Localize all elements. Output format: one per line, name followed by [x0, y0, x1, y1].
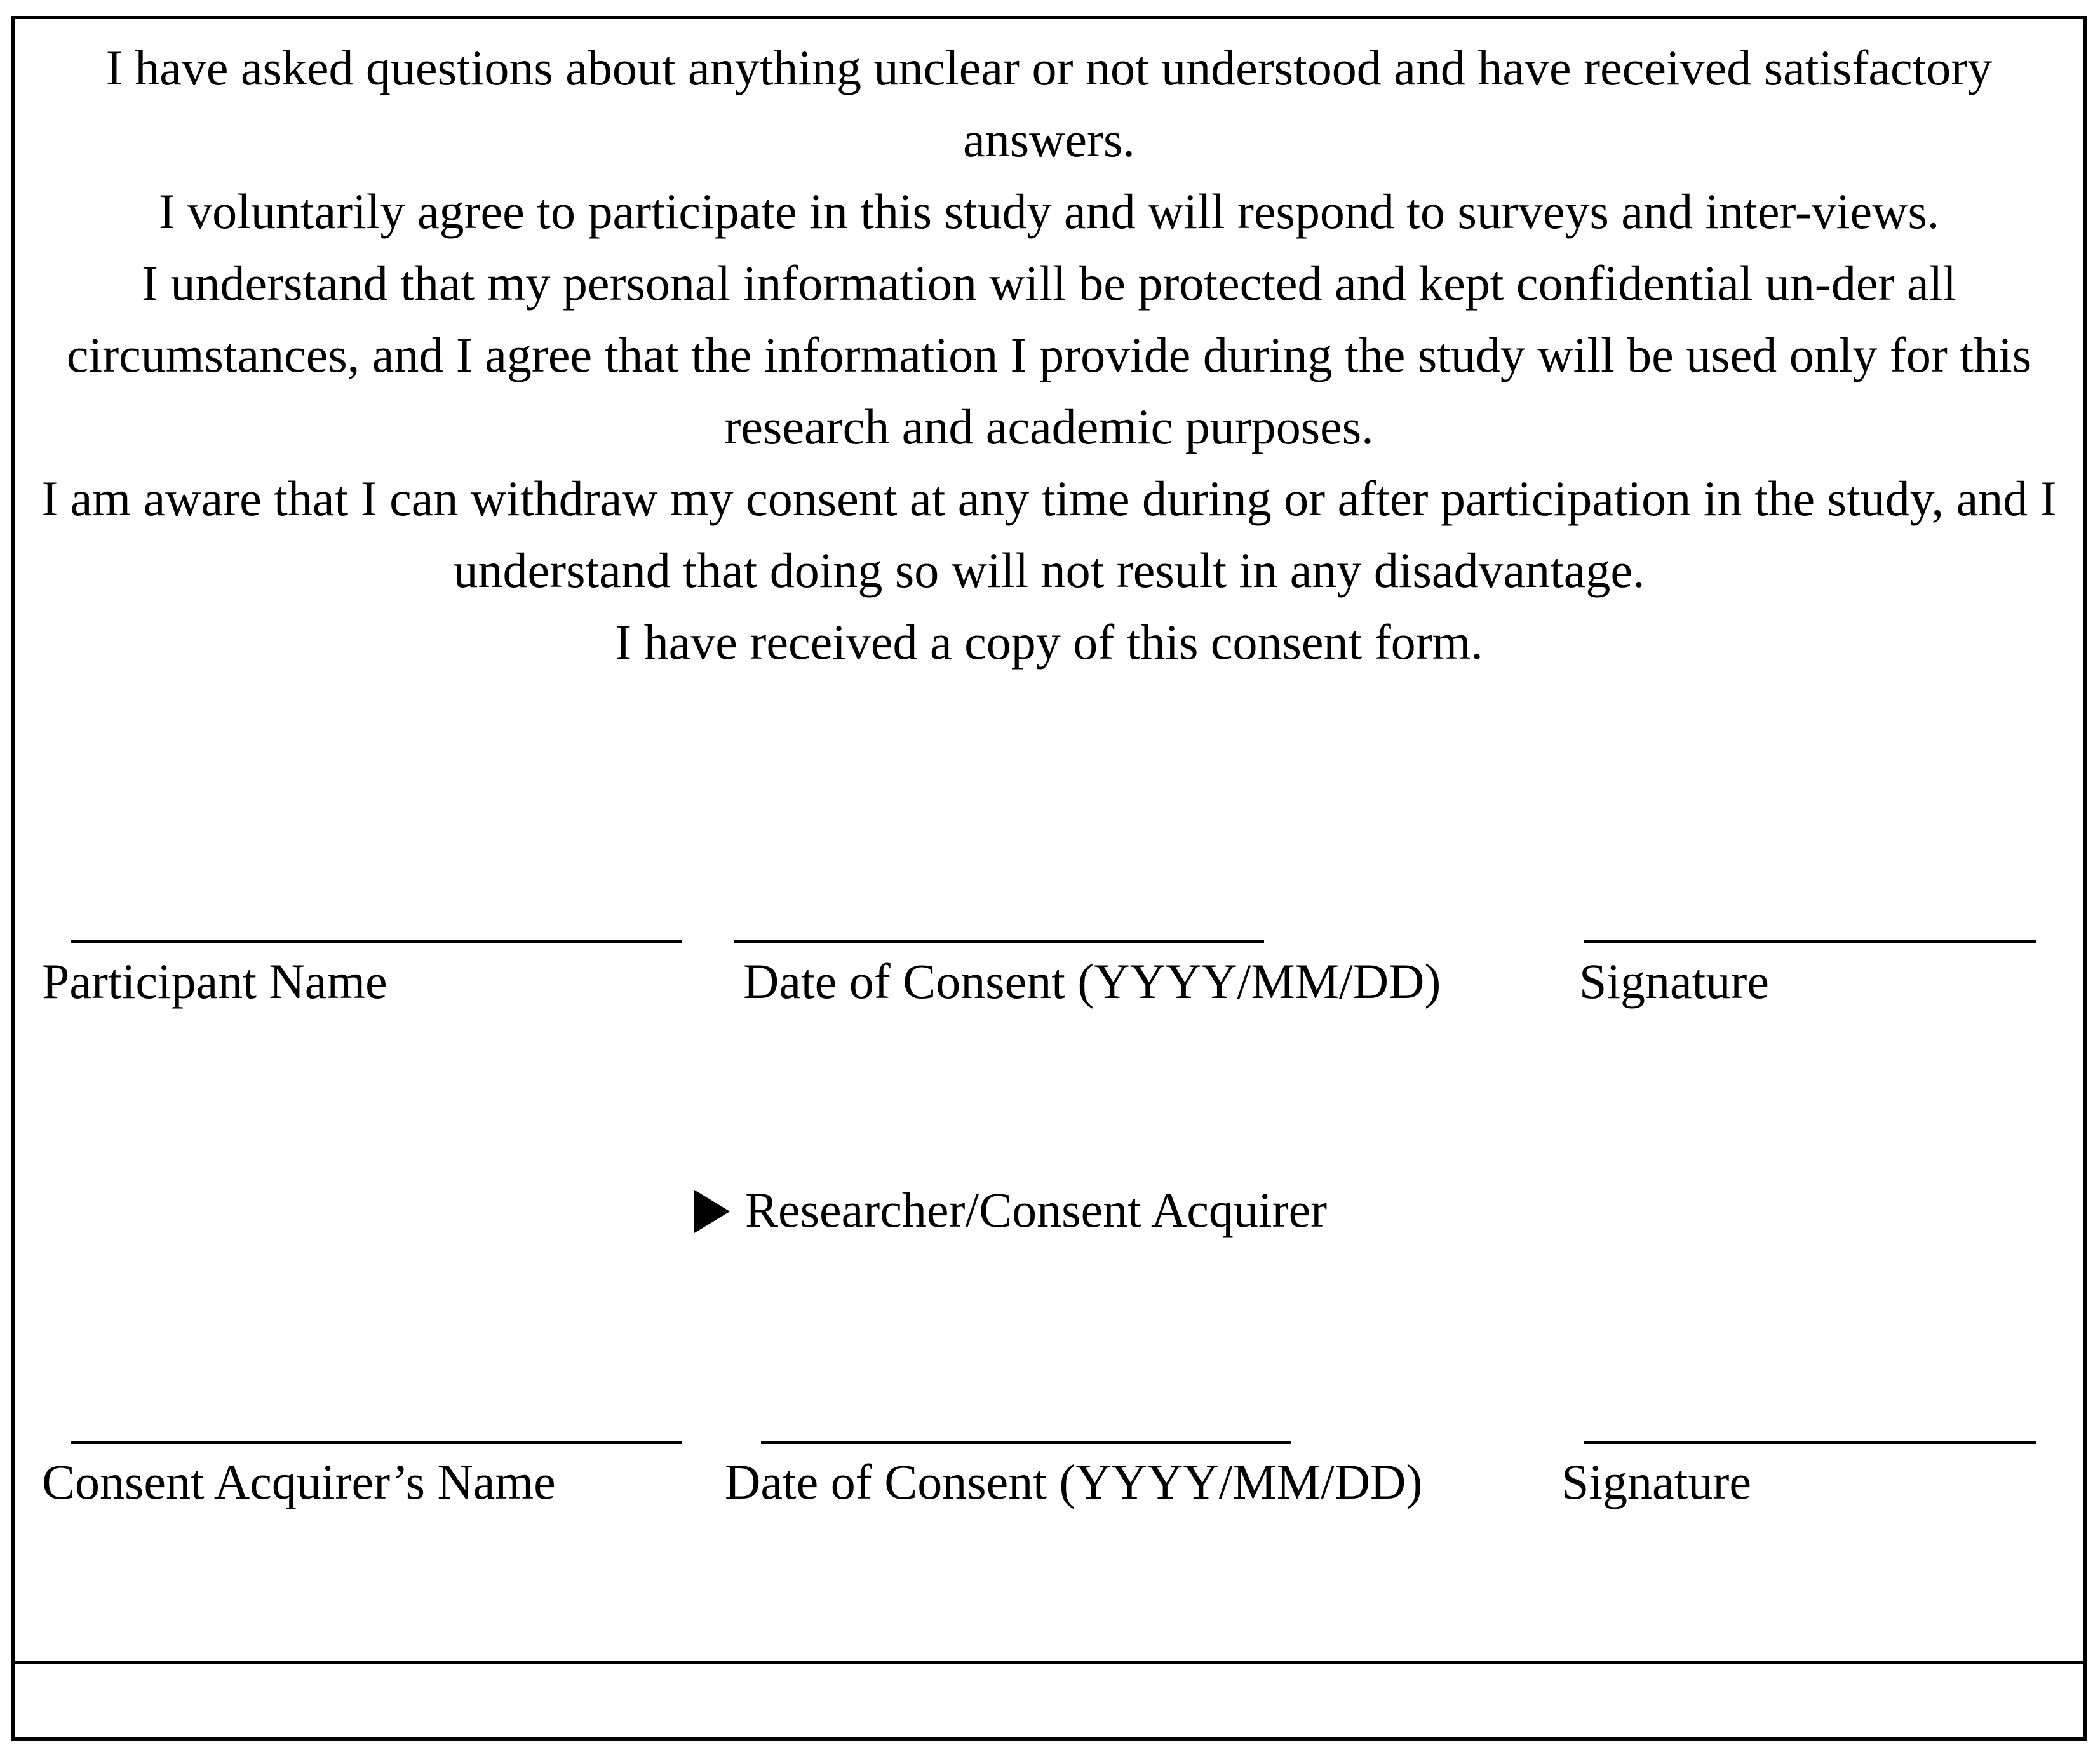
statement-withdrawal: I am aware that I can withdraw my consent at any time during or after participation in the study, and I understand that doing so will not result in any disadvantage.	[41, 471, 2057, 598]
statement-copy-received: I have received a copy of this consent form.	[615, 614, 1483, 670]
participant-signature-label: Signature	[1579, 954, 1769, 1009]
participant-date-line[interactable]	[734, 940, 1264, 943]
participant-name-label: Participant Name	[42, 954, 387, 1009]
statement-confidentiality: I understand that my personal information will be protected and kept confidential un-der all circumstances, and I agree that the information I provide during the study will be used only for this research and academic purposes.	[66, 255, 2032, 454]
participant-signature-line[interactable]	[1584, 940, 2036, 943]
participant-name-line[interactable]	[71, 940, 682, 943]
acquirer-signature-label: Signature	[1561, 1454, 1751, 1509]
acquirer-signature-line[interactable]	[1584, 1441, 2036, 1444]
researcher-section-heading	[694, 1182, 1327, 1239]
acquirer-name-line[interactable]	[71, 1441, 682, 1444]
acquirer-date-line[interactable]	[761, 1441, 1291, 1444]
empty-bottom-row	[15, 1661, 2083, 1737]
statement-voluntary-participation: I voluntarily agree to participate in this study and will respond to surveys and inter-views.	[158, 184, 1940, 239]
participant-date-label: Date of Consent (YYYY/MM/DD)	[743, 954, 1441, 1009]
consent-form-frame	[11, 16, 2087, 1741]
consent-statements	[34, 32, 2064, 678]
acquirer-name-label: Consent Acquirer’s Name	[42, 1454, 556, 1509]
researcher-section-label: Researcher/Consent Acquirer	[745, 1182, 1328, 1238]
play-arrow-icon	[694, 1190, 730, 1233]
acquirer-date-label: Date of Consent (YYYY/MM/DD)	[725, 1454, 1423, 1509]
statement-questions-answered: I have asked questions about anything unclear or not understood and have received satisfactory answers.	[105, 40, 1993, 167]
